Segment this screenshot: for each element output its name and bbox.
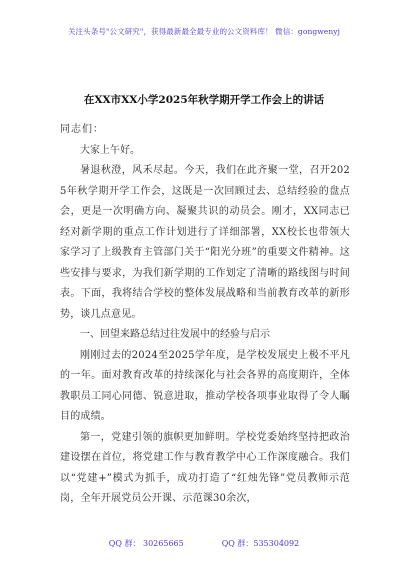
footer-qq-group-2: QQ 群：535304092 [221,539,300,548]
header-banner: 关注头条号"公文研究"，获得最新最全最专业的公文资料库！ 微信：gongwenyj [67,27,341,36]
document-title: 在XX市XX小学2025年秋学期开学工作会上的讲话 [83,94,325,106]
section-heading-1: 一、回望来路总结过往发展中的经验与启示 [80,329,270,340]
paragraph-review: 刚刚过去的2024至2025学年度，是学校发展史上极不平凡的一年。面对教育改革的持续深化与社会各界的高度期许，全体教职员工同心同德、锐意进取，推动学校各项事业取得了令人瞩目的成绩。 [60,349,350,422]
document-body [60,118,350,510]
footer-contacts [0,538,408,549]
footer-qq-group-1: QQ 群： 30265665 [108,539,184,548]
paragraph-party-building: 第一，党建引领的旗帜更加鲜明。学校党委始终坚持把政治建设摆在首位，将党建工作与教育教学中心工作深度融合。我们以“党建+”模式为抓手，成功打造了“红烛先锋”党员教师示范岗，全年开展党员公开课、示范课30余次， [60,431,350,504]
paragraph-intro: 暑退秋澄，风禾尽起。今天，我们在此齐聚一堂，召开2025年秋学期开学工作会，这既是一次回顾过去、总结经验的盘点会，更是一次明确方向、凝聚共识的动员会。刚才，XX同志已经对新学期的重点工作计划进行了详细部署，XX校长也带领大家学习了上级教育主管部门关于“阳光分班”的重要文件精神。这些安排与要求，为我们新学期的工作划定了清晰的路线图与时间表。下面，我将结合学校的整体发展战略和当前教育改革的新形势，谈几点意见。 [60,165,350,320]
greeting: 大家上午好。 [80,144,140,156]
salutation: 同志们： [60,124,104,135]
